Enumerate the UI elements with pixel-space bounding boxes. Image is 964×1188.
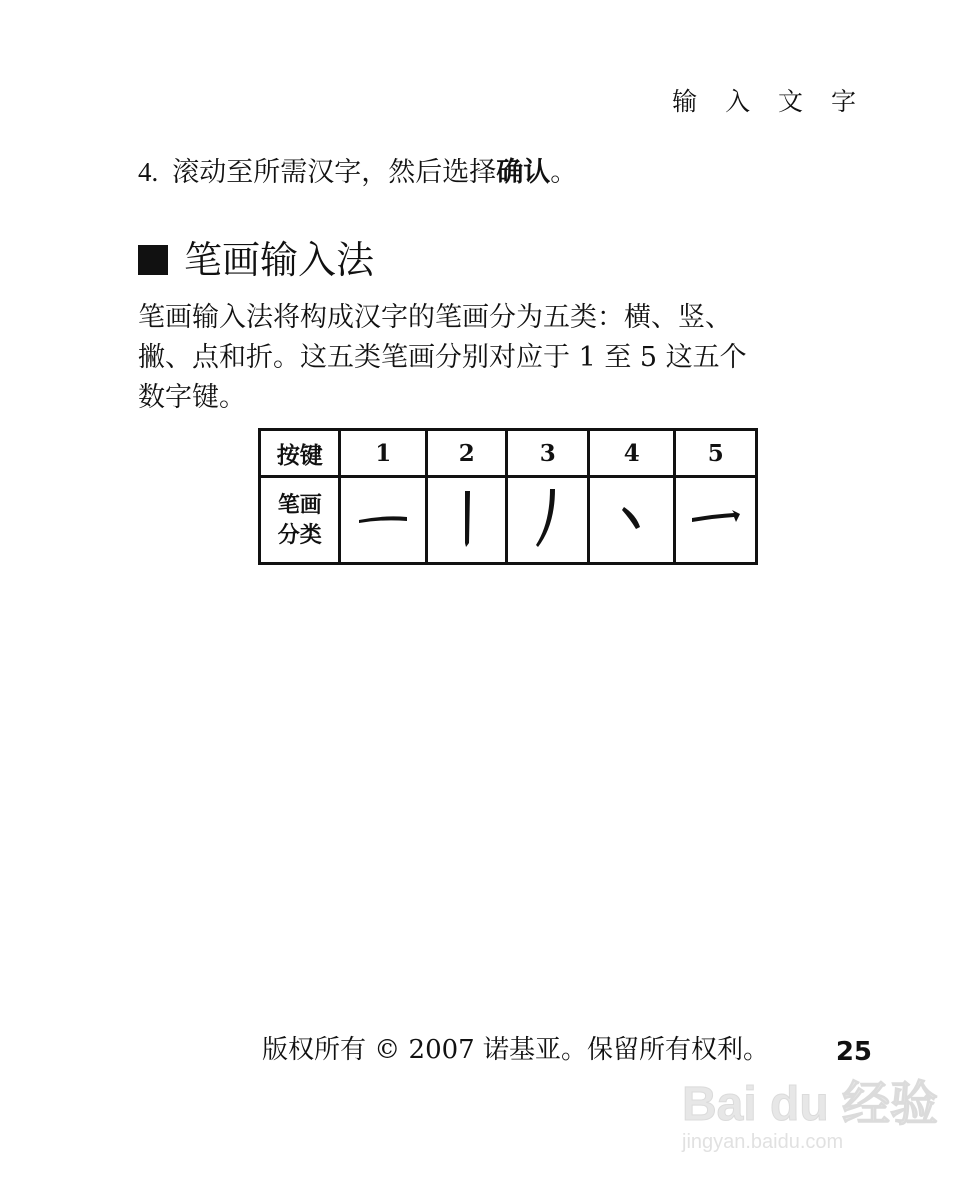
watermark-brand: Bai du 经验 [682, 1078, 939, 1131]
watermark-url: jingyan.baidu.com [682, 1131, 844, 1153]
section-title: 笔画输入法 [184, 238, 375, 282]
table-row [260, 430, 757, 477]
step-4 [138, 152, 577, 193]
key-3: 3 [507, 430, 588, 477]
paragraph-line: 笔画输入法将构成汉字的笔画分为五类：横、竖、 [138, 302, 732, 333]
row-label-line: 分类 [277, 522, 322, 548]
key-2: 2 [427, 430, 507, 477]
key-1: 1 [340, 430, 427, 477]
step-bold-text: 确认 [496, 157, 551, 188]
key-5: 5 [675, 430, 757, 477]
description-paragraph [138, 298, 838, 418]
paragraph-line: 数字键。 [138, 382, 246, 413]
table-header-label: 按键 [260, 430, 340, 477]
baidu-watermark-logo [682, 1062, 939, 1182]
zhe-stroke-icon [675, 477, 757, 564]
running-header: 输 入 文 字 [672, 87, 866, 116]
pie-stroke-icon [507, 477, 588, 564]
step-number: 4. [138, 157, 159, 187]
stroke-key-table [258, 428, 758, 565]
table-row [260, 477, 757, 564]
section-heading [138, 232, 374, 288]
paragraph-line: 撇、点和折。这五类笔画分别对应于 1 至 5 这五个 [138, 342, 747, 373]
step-end: 。 [550, 157, 578, 188]
step-text: 滚动至所需汉字，然后选择 [172, 157, 497, 188]
page-number: 25 [835, 1037, 872, 1067]
heng-stroke-icon [340, 477, 427, 564]
copyright-footer: 版权所有 © 2007 诺基亚。保留所有权利。 [262, 1035, 769, 1065]
row-label [260, 477, 340, 564]
square-bullet-icon [138, 245, 168, 275]
shu-stroke-icon [427, 477, 507, 564]
row-label-line: 笔画 [277, 492, 322, 518]
dian-stroke-icon [588, 477, 675, 564]
key-4: 4 [588, 430, 675, 477]
